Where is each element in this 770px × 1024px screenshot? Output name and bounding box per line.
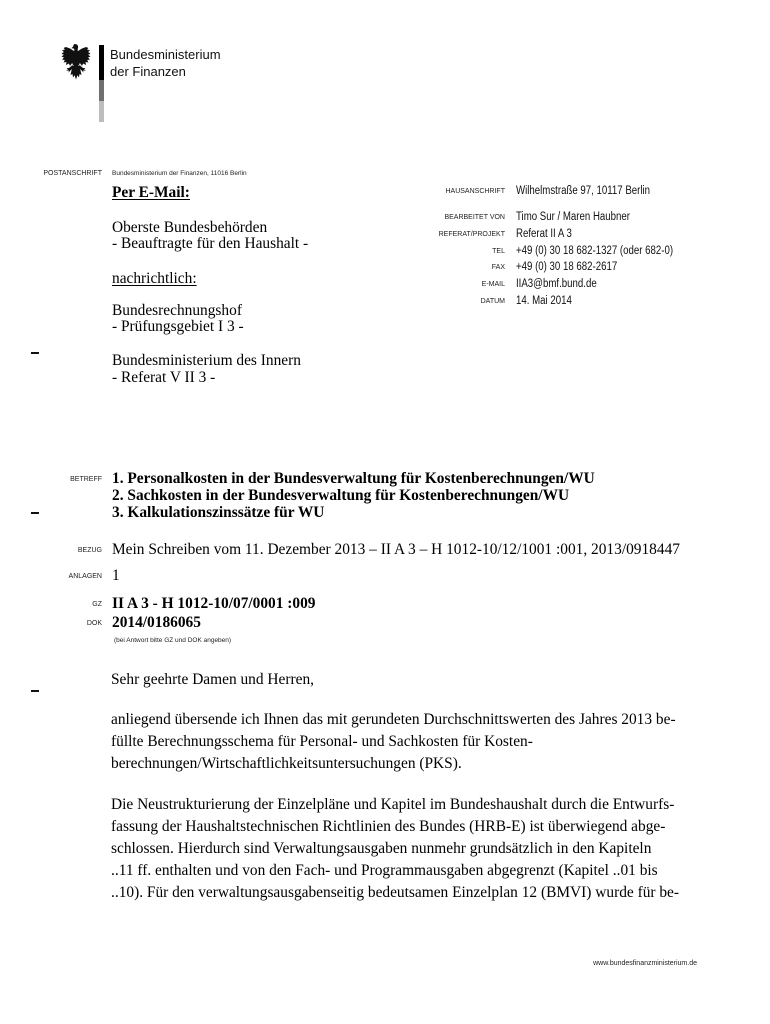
body-line: ..11 ff. enthalten und von den Fach- und Programmausgaben abgegrenzt (Kapitel ..01 bis	[111, 862, 658, 879]
handled-by-label: BEARBEITET VON	[444, 214, 505, 221]
cc-label: nachrichtlich:	[112, 270, 197, 287]
phone-label: TEL	[492, 248, 505, 255]
federal-eagle-icon	[61, 42, 91, 82]
fold-mark	[31, 352, 39, 354]
attachments-label: ANLAGEN	[68, 573, 102, 580]
email-label: E-MAIL	[481, 281, 505, 288]
fax-label: FAX	[491, 264, 505, 271]
date-value: 14. Mai 2014	[516, 295, 572, 307]
reference-value: Mein Schreiben vom 11. Dezember 2013 – II A 3 – H 1012-10/12/1001 :001, 2013/0918447	[112, 541, 680, 558]
fax-value: +49 (0) 30 18 682-2617	[516, 261, 618, 273]
file-number-value: II A 3 - H 1012-10/07/0001 :009	[112, 595, 316, 612]
flag-stripe-bottom	[99, 101, 104, 122]
cc-recipient-line: Bundesrechnungshof	[112, 302, 242, 319]
attachments-value: 1	[112, 567, 120, 584]
body-line: anliegend übersende ich Ihnen das mit gerundeten Durchschnittswerten des Jahres 2013 be-	[111, 711, 676, 728]
ministry-name-line-2: der Finanzen	[110, 64, 186, 79]
reference-label: BEZUG	[77, 547, 102, 554]
phone-value: +49 (0) 30 18 682-1327 (oder 682-0)	[516, 245, 674, 257]
body-line: fassung der Haushaltstechnischen Richtlinien des Bundes (HRB-E) ist überwiegend abge-	[111, 818, 666, 835]
email-value: IIA3@bmf.bund.de	[516, 278, 597, 290]
body-line: ..10). Für den verwaltungsausgabenseitig bedeutsamen Einzelplan 12 (BMVI) wurde für be-	[111, 884, 680, 901]
body-line: Die Neustrukturierung der Einzelpläne und Kapitel im Bundeshaushalt durch die Entwurfs-	[111, 796, 675, 813]
body-paragraph	[111, 794, 679, 904]
salutation: Sehr geehrte Damen und Herren,	[111, 671, 314, 688]
subject-line: 3. Kalkulationszinssätze für WU	[112, 504, 325, 521]
ministry-name-line-1: Bundesministerium	[110, 47, 221, 62]
department-value: Referat II A 3	[516, 228, 572, 240]
postal-address: Bundesministerium der Finanzen, 11016 Berlin	[112, 170, 247, 177]
flag-bar	[99, 45, 104, 122]
body-paragraph	[111, 709, 676, 775]
body-line: füllte Berechnungsschema für Personal- und Sachkosten für Kosten-	[111, 733, 533, 750]
handled-by-value: Timo Sur / Maren Haubner	[516, 211, 631, 223]
fold-mark	[31, 690, 39, 692]
document-number-value: 2014/0186065	[112, 614, 201, 631]
fold-mark	[31, 512, 39, 514]
addressee-line: Oberste Bundesbehörden	[112, 219, 268, 236]
subject-line: 2. Sachkosten in der Bundesverwaltung für Kostenberechnungen/WU	[112, 487, 570, 504]
reply-note: (bei Antwort bitte GZ und DOK angeben)	[114, 637, 232, 644]
delivery-method: Per E-Mail:	[112, 184, 190, 201]
footer-website: www.bundesfinanzministerium.de	[593, 960, 697, 967]
cc-recipient-line: Bundesministerium des Innern	[112, 352, 301, 369]
cc-recipient-line: - Prüfungsgebiet I 3 -	[112, 318, 244, 335]
house-address-label: HAUSANSCHRIFT	[445, 188, 505, 195]
document-number-label: DOK	[86, 620, 102, 627]
subject-line: 1. Personalkosten in der Bundesverwaltung für Kostenberechnungen/WU	[112, 470, 595, 487]
body-line: schlossen. Hierdurch sind Verwaltungsausgaben nunmehr grundsätzlich in den Kapiteln	[111, 840, 652, 857]
flag-stripe-top	[99, 45, 104, 80]
addressee-line: - Beauftragte für den Haushalt -	[112, 235, 309, 252]
subject-label: BETREFF	[70, 476, 102, 483]
cc-recipient-line: - Referat V II 3 -	[112, 369, 216, 386]
date-label: DATUM	[480, 298, 505, 305]
file-number-label: GZ	[92, 601, 102, 608]
house-address-value: Wilhelmstraße 97, 10117 Berlin	[516, 185, 651, 197]
flag-stripe-middle	[99, 80, 104, 101]
department-label: REFERAT/PROJEKT	[438, 231, 505, 238]
body-line: berechnungen/Wirtschaftlichkeitsuntersuchungen (PKS).	[111, 755, 462, 772]
postal-address-label: POSTANSCHRIFT	[43, 170, 102, 177]
